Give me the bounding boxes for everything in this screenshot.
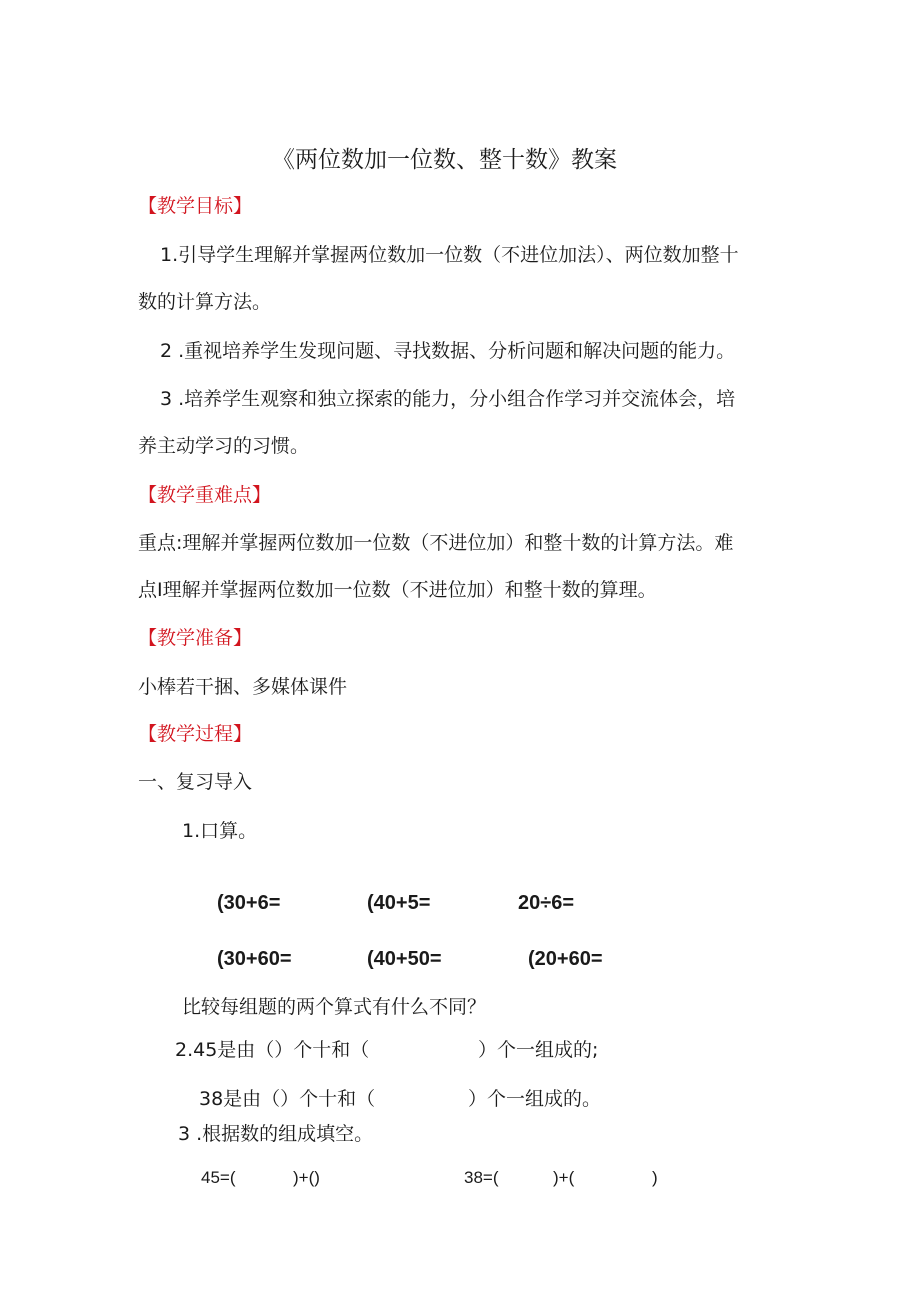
q2-line1-right: ）个一组成的;: [478, 1039, 599, 1061]
fill-38-left: 38=(: [464, 1168, 499, 1187]
equation-2-2: (40+50=: [367, 948, 442, 970]
equation-2-3: (20+60=: [528, 948, 603, 970]
goal-line-3: 2 .重视培养学生发现问题、寻找数据、分析问题和解决问题的能力。: [160, 340, 736, 362]
fill-38-mid: )+(: [553, 1168, 575, 1187]
prep-heading: 【教学准备】: [138, 627, 253, 649]
process-heading: 【教学过程】: [138, 723, 253, 745]
equation-2-1: (30+60=: [217, 948, 292, 970]
fill-45-right: )+(): [293, 1168, 320, 1187]
key-heading: 【教学重难点】: [138, 484, 272, 506]
q2-line2-right: ）个一组成的。: [468, 1088, 602, 1110]
goals-heading: 【教学目标】: [138, 195, 253, 217]
goal-line-4: 3 .培养学生观察和独立探索的能力，分小组合作学习并交流体会，培: [160, 388, 736, 410]
equation-1-1: (30+6=: [217, 892, 281, 914]
q2-line2-left: 38是由（）个十和（: [199, 1088, 376, 1110]
equation-1-3: 20÷6=: [518, 892, 575, 914]
q2-line1-left: 2.45是由（）个十和（: [175, 1039, 370, 1061]
oral-label: 1.口算。: [182, 820, 258, 842]
review-title: 一、复习导入: [138, 771, 253, 793]
equation-1-2: (40+5=: [367, 892, 431, 914]
fill-38-right: ): [652, 1168, 658, 1187]
prep-text: 小棒若干捆、多媒体课件: [138, 676, 348, 698]
q3-label: 3 .根据数的组成填空。: [178, 1123, 374, 1145]
compare-question: 比较每组题的两个算式有什么不同？: [182, 996, 487, 1018]
key-line-1: 重点:理解并掌握两位数加一位数（不进位加）和整十数的计算方法。难: [138, 532, 734, 554]
document-title: 《两位数加一位数、整十数》教案: [272, 147, 617, 173]
goal-line-1: 1.引导学生理解并掌握两位数加一位数（不进位加法）、两位数加整十: [160, 244, 739, 266]
fill-45-left: 45=(: [201, 1168, 236, 1187]
key-line-2: 点I理解并掌握两位数加一位数（不进位加）和整十数的算理。: [138, 579, 657, 601]
goal-line-5: 养主动学习的习惯。: [138, 435, 310, 457]
goal-line-2: 数的计算方法。: [138, 291, 272, 313]
